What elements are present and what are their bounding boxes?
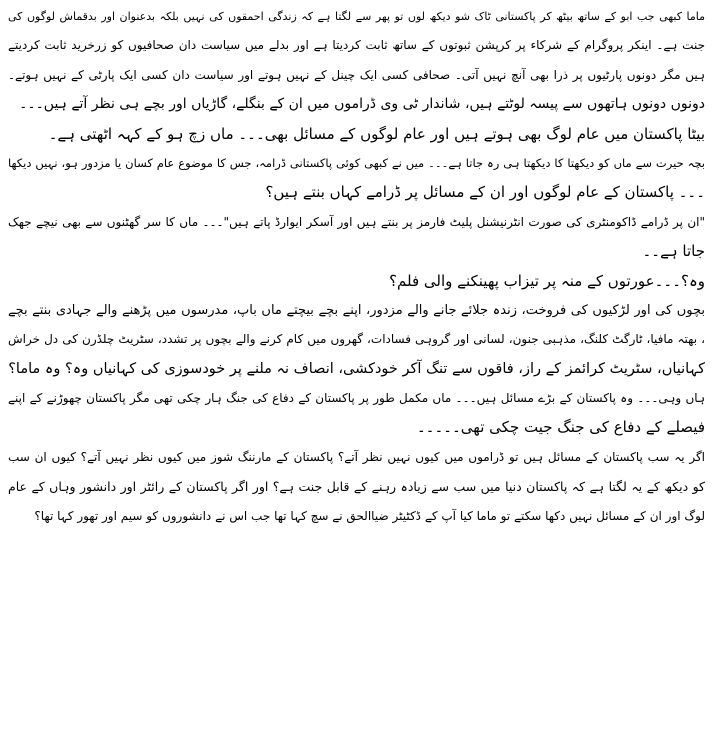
text-line: ۔۔۔ پاکستان کے عام لوگوں اور ان کے مسائل پر ڈرامے کہاں بنتے ہیں؟ xyxy=(265,183,705,202)
text-line: کو دیکھ کے یہ لگتا ہے کہ پاکستان دنیا میں سب سے زیادہ رہنے کے قابل جنت ہے؟ اور اگر پاکستان کے رائٹر اور دانشور وہاں کے عام xyxy=(8,479,705,495)
paragraph-1 xyxy=(8,2,705,120)
text-line: ، بھتہ مافیا، ٹارگٹ کلنگ، مذہبی جنون، لسانی اور گروہی فسادات، گھروں میں کام کرنے والے بچوں پر تشدد، سٹریٹ چلڈرن کی دل خراش xyxy=(8,332,705,347)
paragraph-6 xyxy=(8,296,705,384)
text-line: جنت ہے۔ اینکر پروگرام کے شرکاء پر کرپشن ثبوتوں کے ساتھ ثابت کردیتا ہے اور بدلے میں سیاست دان صحافیوں کو زرخرید ثابت کردیتے xyxy=(8,38,705,53)
text-line: ہاں وہی۔۔۔ وہ پاکستان کے بڑے مسائل ہیں۔۔۔ ماں مکمل طور پر پاکستان کے دفاع کی جنگ ہار چکی تھی مگر پاکستان چھوڑنے کے اپنے xyxy=(8,391,705,406)
text-line: ماما کبھی جب ابو کے ساتھ بیٹھ کر پاکستانی ٹاک شو دیکھ لوں تو پھر سے لگتا ہے کہ زندگی احمقوں کی نہیں بلکہ بدعنوان اور بدقماش لوگوں کی xyxy=(8,10,705,23)
text-line: کہانیاں، سٹریٹ کرائمز کے راز، فاقوں سے تنگ آکر خودکشی، انصاف نہ ملنے پر خودسوزی کی کہانیاں وہ؟ وہ ماما؟ xyxy=(8,360,705,377)
text-line: اگر یہ سب پاکستان کے مسائل ہیں تو ڈراموں میں کیوں نہیں نظر آتے؟ پاکستان کے مارننگ شوز میں کیوں نظر نہیں آتے؟ کیوں ان سب xyxy=(8,449,705,464)
text-line: بیٹا پاکستان میں عام لوگ بھی ہوتے ہیں اور عام لوگوں کے مسائل بھی۔۔۔ ماں زچ ہو کے کہہ اٹھتی ہے۔ xyxy=(48,124,705,143)
paragraph-3 xyxy=(8,149,705,208)
text-line: دونوں دونوں ہاتھوں سے پیسہ لوٹتے ہیں، شاندار ٹی وی ڈراموں میں ان کے بنگلے، گاڑیاں اور بچے ہی نظر آتے ہیں۔۔۔ xyxy=(19,96,705,113)
text-line: ہیں مگر دونوں پارٹیوں پر ذرا بھی آنچ نہیں آتی۔ صحافی کسی ایک چینل کے نہیں ہوتے اور سیاست دان کسی ایک پارٹی کے نہیں ہوتے۔ xyxy=(8,67,705,82)
text-line: بچوں کی اور لڑکیوں کی فروخت، زندہ جلائے جانے والے مزدور، اپنے بچے بیچتے ماں باپ، مدرسوں میں پڑھنے والے جہادی بنتے بچے xyxy=(8,302,705,318)
paragraph-2 xyxy=(8,120,705,149)
text-line: وہ؟۔۔۔عورتوں کے منہ پر تیزاب پھینکنے والی فلم؟ xyxy=(389,271,705,290)
paragraph-5 xyxy=(8,267,705,296)
paragraph-4 xyxy=(8,208,705,267)
article-body xyxy=(8,2,705,531)
text-line: "ان پر ڈرامے ڈاکومنٹری کی صورت انٹرنیشنل پلیٹ فارمز پر بنتے ہیں اور آسکر ایوارڈ پاتے ہیں"۔۔۔ ماں کا سر گھٹنوں سے بھی نیچے جھک xyxy=(8,214,705,229)
paragraph-7 xyxy=(8,384,705,443)
text-line: جاتا ہے۔۔ xyxy=(642,242,705,261)
text-line: بچہ حیرت سے ماں کو دیکھتا کا دیکھتا ہی رہ جاتا ہے۔۔۔ میں نے کبھی کوئی پاکستانی ڈرامہ، جس کا موضوع عام کسان یا مزدور ہو، نہیں دیکھا xyxy=(8,155,705,170)
text-line: لوگ اور ان کے مسائل نہیں دکھا سکتے تو ماما کیا آپ کے ڈکٹیٹر ضیاالحق نے سچ کہا تھا جب اس نے دانشوروں کو سیم اور تھور کہا تھا؟ xyxy=(34,508,705,523)
text-line: فیصلے کے دفاع کی جنگ جیت چکی تھی۔۔۔۔۔ xyxy=(416,418,705,437)
paragraph-8 xyxy=(8,443,705,531)
